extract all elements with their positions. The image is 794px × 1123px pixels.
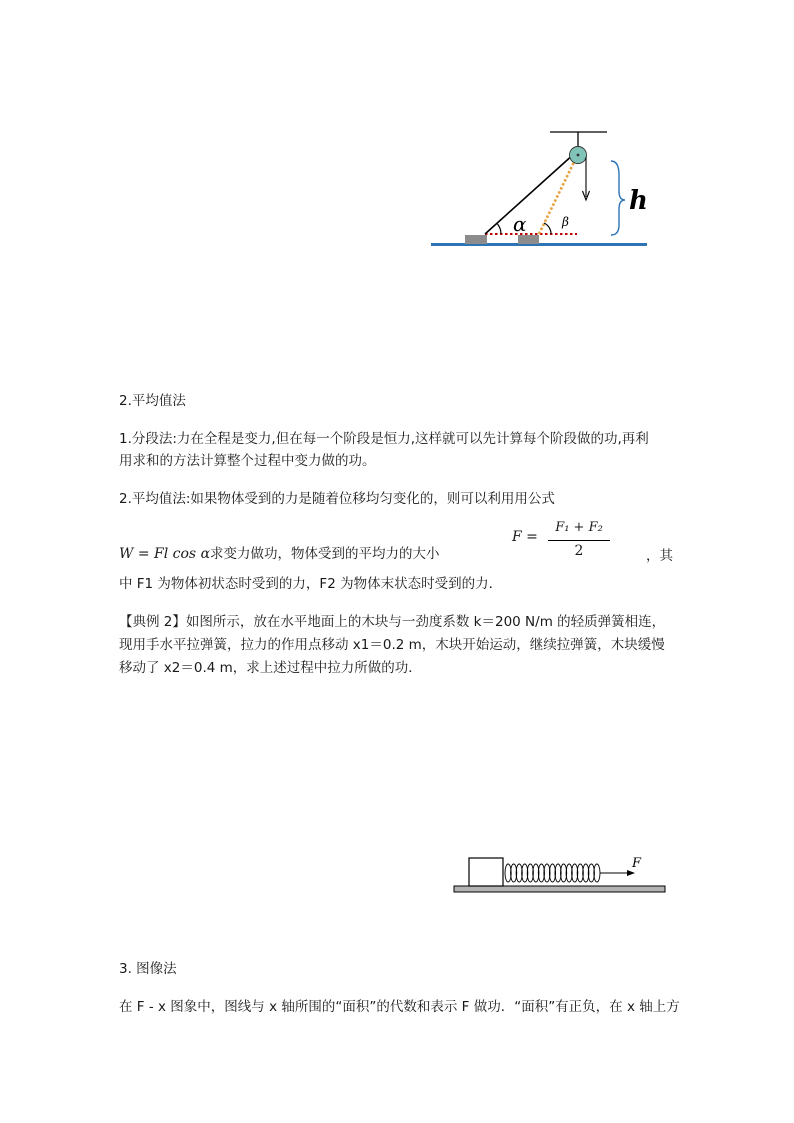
h-label: h <box>629 186 648 216</box>
alpha-arc <box>498 224 502 234</box>
example2-line1: 【典例 2】如图所示，放在水平地面上的木块与一劲度系数 k＝200 N/m 的轻质弹簧相连， <box>119 614 666 630</box>
paragraph-average-method-line1: 2.平均值法:如果物体受到的力是随着位移均匀变化的，则可以利用用公式 <box>119 491 555 507</box>
force-label: F <box>632 856 642 871</box>
paragraph-average-method-line2 <box>119 543 440 565</box>
formula-denominator: 2 <box>574 543 584 559</box>
average-force-formula <box>512 518 612 562</box>
beta-label: β <box>562 215 569 229</box>
block-final <box>518 235 539 244</box>
formula-numerator: F₁ + F₂ <box>555 520 603 535</box>
height-brace <box>611 161 625 235</box>
section-heading-graph: 3. 图像法 <box>119 961 177 977</box>
spring-coil <box>505 864 600 882</box>
fraction-bar <box>548 540 610 541</box>
beta-arc <box>544 223 551 234</box>
paragraph-graph-method-line1: 在 F - x 图象中，图线与 x 轴所围的“面积”的代数和表示 F 做功．“面积”有正负，在 x 轴上方 <box>119 999 680 1015</box>
example-tag: 【典例 2】 <box>119 614 186 630</box>
alpha-label: α <box>513 212 527 236</box>
section-heading-average: 2.平均值法 <box>119 393 186 409</box>
pulley-diagram <box>425 125 655 255</box>
paragraph-segment-method-line2: 用求和的方法计算整个过程中变力做的功。 <box>119 453 376 469</box>
floor <box>454 886 665 892</box>
line2-middle-text: 求变力做功，物体受到的平均力的大小 <box>210 546 440 562</box>
line2-end-text: ，其 <box>646 548 673 564</box>
paragraph-segment-method-line1: 1.分段法:力在全程是变力,但在每一个阶段是恒力,这样就可以先计算每个阶段做的功,再利 <box>119 431 649 447</box>
formula-lhs: F = <box>512 529 538 545</box>
spring-diagram <box>450 850 670 895</box>
wood-block <box>469 858 503 886</box>
example2-line2: 现用手水平拉弹簧，拉力的作用点移动 x1＝0.2 m，木块开始运动，继续拉弹簧，木块缓慢 <box>119 637 665 653</box>
example2-line3: 移动了 x2＝0.4 m，求上述过程中拉力所做的功． <box>119 660 422 676</box>
paragraph-average-method-line3: 中 F1 为物体初状态时受到的力，F2 为物体末状态时受到的力． <box>119 576 503 592</box>
work-formula: W = Fl cos α <box>119 546 211 562</box>
block-initial <box>465 235 487 244</box>
